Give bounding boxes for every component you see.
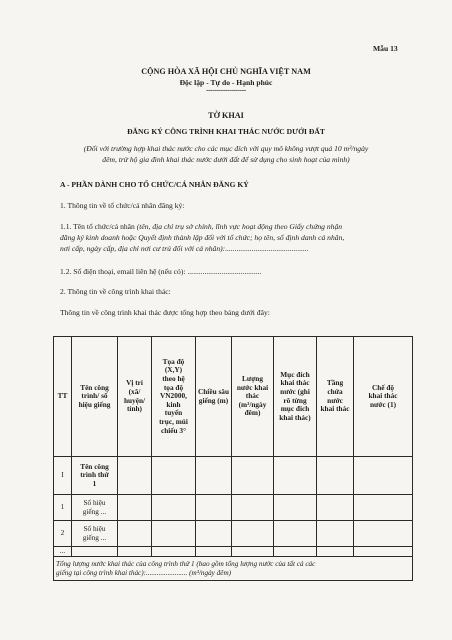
cell-regime[interactable] (354, 547, 413, 557)
table-row (54, 495, 413, 521)
row-label (72, 547, 118, 557)
col-header-location: Vị trí (xã/ huyện/ tỉnh) (118, 337, 152, 457)
table-row (54, 547, 413, 557)
table-row (54, 521, 413, 547)
wells-table (53, 336, 413, 581)
cell-location[interactable] (118, 495, 152, 521)
summary-line-1: Tổng lượng nước khai thác của công trình thứ 1 (bao gồm tổng lượng nước của tất cả các (56, 559, 316, 568)
cell-regime[interactable] (354, 457, 413, 495)
cell-coordinates[interactable] (152, 547, 196, 557)
row-tt: 2 (54, 521, 72, 547)
cell-regime[interactable] (354, 521, 413, 547)
row-tt: 1 (54, 495, 72, 521)
scope-note-line-1: (Đối với trường hợp khai thác nước cho các mục đích với quy mô không vượt quá 10 m³/ngày (83, 144, 369, 153)
cell-coordinates[interactable] (152, 521, 196, 547)
cell-location[interactable] (118, 547, 152, 557)
row-label: Tên công trình thứ 1 (72, 457, 118, 495)
summary-row (54, 557, 413, 581)
col-header-aquifer: Tầng chứa nước khai thác (317, 337, 354, 457)
motto-separator: ------------------- (206, 86, 246, 94)
table-row (54, 457, 413, 495)
item-1-1-prefix: 1.1. Tên tổ chức/cá nhân (60, 222, 137, 231)
cell-volume[interactable] (232, 457, 274, 495)
cell-aquifer[interactable] (317, 547, 354, 557)
item-1-2: 1.2. Số điện thoại, email liên hệ (nếu có): ....................................... (60, 267, 262, 276)
cell-location[interactable] (118, 521, 152, 547)
col-header-purpose: Mục đích khai thác nước (ghi rõ từng mục đích khai thác) (274, 337, 317, 457)
cell-volume[interactable] (232, 547, 274, 557)
cell-volume[interactable] (232, 495, 274, 521)
cell-coordinates[interactable] (152, 457, 196, 495)
cell-aquifer[interactable] (317, 457, 354, 495)
col-header-coordinates: Tọa độ (X,Y) theo hệ tọa độ VN2000, kinh tuyến trục, múi chiếu 3° (152, 337, 196, 457)
cell-purpose[interactable] (274, 521, 317, 547)
cell-coordinates[interactable] (152, 495, 196, 521)
col-header-regime: Chế độ khai thác nước (1) (354, 337, 413, 457)
item-1-heading: 1. Thông tin về tổ chức/cá nhân đăng ký: (60, 201, 185, 210)
cell-volume[interactable] (232, 521, 274, 547)
col-header-name: Tên công trình/ số hiệu giếng (72, 337, 118, 457)
table-header-row (54, 337, 413, 457)
section-a-heading: A - PHẦN DÀNH CHO TỔ CHỨC/CÁ NHÂN ĐĂNG KÝ (60, 180, 249, 189)
item-1-1-line-2: đăng ký kinh doanh hoặc Quyết định thành lập đối với tổ chức; họ tên, số định danh cá nhân, (60, 233, 345, 242)
cell-aquifer[interactable] (317, 521, 354, 547)
cell-depth[interactable] (196, 457, 232, 495)
item-1-1-italic: (tên, địa chỉ trụ sở chính, lĩnh vực hoạt động theo Giấy chứng nhận (136, 222, 343, 231)
item-1-1-line-3: nơi cấp, ngày cấp, địa chỉ nơi cư trú đối với cá nhân):............................................ (60, 244, 309, 253)
cell-aquifer[interactable] (317, 495, 354, 521)
document-title: TỜ KHAI (208, 111, 244, 120)
cell-depth[interactable] (196, 521, 232, 547)
cell-purpose[interactable] (274, 547, 317, 557)
row-label: Số hiệu giếng ... (72, 521, 118, 547)
item-1-1-line-1 (60, 222, 342, 231)
national-motto: Độc lập - Tự do - Hạnh phúc (179, 78, 273, 87)
form-number: Mẫu 13 (373, 44, 398, 53)
row-label: Số hiệu giếng ... (72, 495, 118, 521)
col-header-tt: TT (54, 337, 72, 457)
scope-note-line-2: đêm, trừ hộ gia đình khai thác nước dưới đất để sử dụng cho sinh hoạt của mình) (102, 155, 350, 164)
document-subtitle: ĐĂNG KÝ CÔNG TRÌNH KHAI THÁC NƯỚC DƯỚI ĐẤT (127, 127, 325, 136)
cell-purpose[interactable] (274, 457, 317, 495)
cell-depth[interactable] (196, 547, 232, 557)
row-tt: ... (54, 547, 72, 557)
item-2-heading: 2. Thông tin về công trình khai thác: (60, 287, 171, 296)
item-2-intro: Thông tin về công trình khai thác được tổng hợp theo bảng dưới đây: (60, 308, 270, 317)
cell-purpose[interactable] (274, 495, 317, 521)
col-header-volume: Lượng nước khai thác (m³/ngày đêm) (232, 337, 274, 457)
summary-line-2: giếng tại công trình khai thác):....................... (m³/ngày đêm) (56, 568, 232, 577)
country-name: CỘNG HÒA XÃ HỘI CHỦ NGHĨA VIỆT NAM (141, 67, 311, 76)
cell-regime[interactable] (354, 495, 413, 521)
cell-location[interactable] (118, 457, 152, 495)
col-header-depth: Chiều sâu giếng (m) (196, 337, 232, 457)
row-tt: I (54, 457, 72, 495)
cell-depth[interactable] (196, 495, 232, 521)
total-volume-cell[interactable] (54, 557, 413, 581)
